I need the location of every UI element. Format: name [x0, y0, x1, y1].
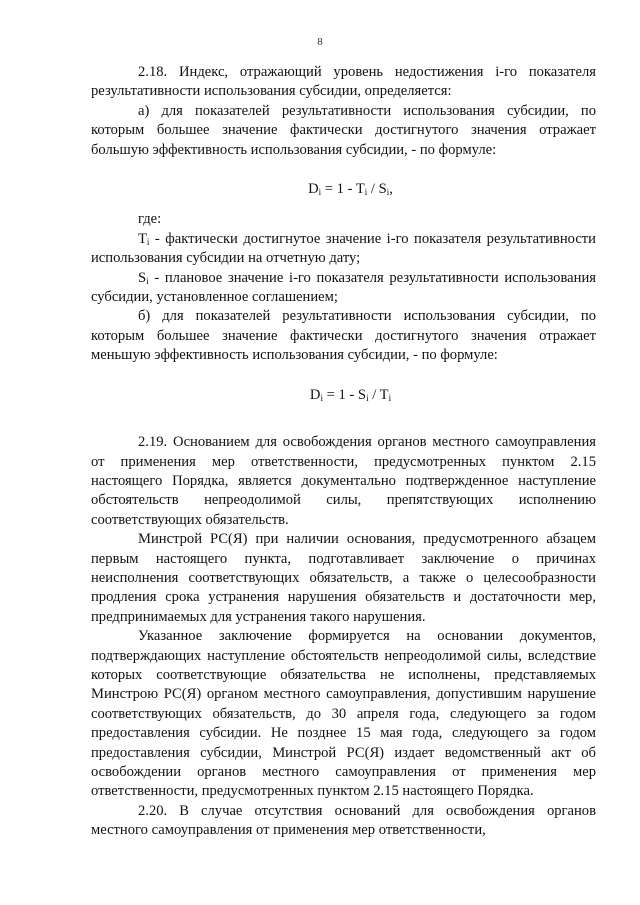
page-number: 8 — [317, 36, 323, 48]
formula-a-tail: , — [389, 181, 393, 198]
definition-t-sub: i — [146, 236, 150, 247]
formula-a-t-sub: i — [364, 187, 368, 198]
paragraph-2-20-1: 2.20. В случае отсутствия оснований для освобождения органов местного самоуправления от применения мер ответственности, — [91, 802, 596, 839]
formula-a-op1: = 1 - T — [321, 181, 365, 198]
definition-t — [91, 230, 596, 269]
formula-a-lhs-sub: i — [318, 187, 322, 198]
formula-a — [91, 180, 596, 199]
definition-s — [91, 269, 596, 308]
formula-b-op2: / T — [368, 386, 389, 403]
formula-b-op1: = 1 - S — [322, 386, 367, 403]
formula-a-s-sub: i — [386, 187, 390, 198]
paragraph-2-19-2: Минстрой РС(Я) при наличии основания, предусмотренного абзацем первым настоящего пункта, подготавливает заключение о причинах неисполнения соответствующих обязательств, а также о целесообразности продления срока устранения нарушения обязательств и достаточности мер, предпринимаемых для устранения такого нарушения. — [91, 531, 596, 625]
formula-a-op2: / S — [367, 181, 387, 198]
paragraph-2-19-1: 2.19. Основанием для освобождения органов местного самоуправления от применения мер ответственности, предусмотренных пунктом 2.15 настоящего Порядка, является документально подтвержденное наступление обстоятельств непреодолимой силы, препятствующих исполнению соответствующих обязательств. — [91, 434, 596, 528]
paragraph-2-18-intro: 2.18. Индекс, отражающий уровень недостижения i-го показателя результативности использования субсидии, определяется: — [91, 64, 596, 100]
formula-b-lhs-sub: i — [320, 392, 323, 403]
where-label: где: — [138, 211, 162, 228]
formula-b — [91, 386, 596, 405]
formula-b-s-sub: i — [366, 392, 369, 403]
definition-t-text: - фактически достигнутое значение i-го показателя результативности использования субсидии на отчетную дату; — [91, 230, 596, 267]
definition-s-text: - плановое значение i-го показателя результативности использования субсидии, установленное соглашением; — [91, 269, 596, 306]
formula-b-t-sub: i — [388, 392, 392, 403]
paragraph-2-19-3: Указанное заключение формируется на основании документов, подтверждающих наступление обстоятельств непреодолимой силы, вследствие которых соответствующие обязательства не исполнены, представляемых Минстрою РС(Я) органом местного самоуправления, допустившим нарушение соответствующих обязательств, до 30 апреля года, следующего за годом предоставления субсидии. Не позднее 15 мая года, следующего за годом предоставления субсидии, Минстрой РС(Я) издает ведомственный акт об освобождении органов местного самоуправления от применения мер ответственности, предусмотренных пунктом 2.15 настоящего Порядка. — [91, 628, 596, 800]
definition-t-symbol: T — [138, 230, 147, 247]
formula-b-lhs: D — [309, 386, 321, 403]
formula-a-lhs: D — [308, 181, 319, 198]
definition-s-symbol: S — [138, 269, 147, 286]
paragraph-2-18-case-b: б) для показателей результативности использования субсидии, по которым большее значение фактически достигнутого значения отражает меньшую эффективность использования субсидии, - по формуле: — [91, 308, 596, 364]
paragraph-2-18-case-a: а) для показателей результативности использования субсидии, по которым большее значение фактически достигнутого значения отражает большую эффективность использования субсидии, - по формуле: — [91, 102, 596, 158]
definition-s-sub: i — [146, 275, 149, 286]
document-body — [91, 63, 596, 841]
